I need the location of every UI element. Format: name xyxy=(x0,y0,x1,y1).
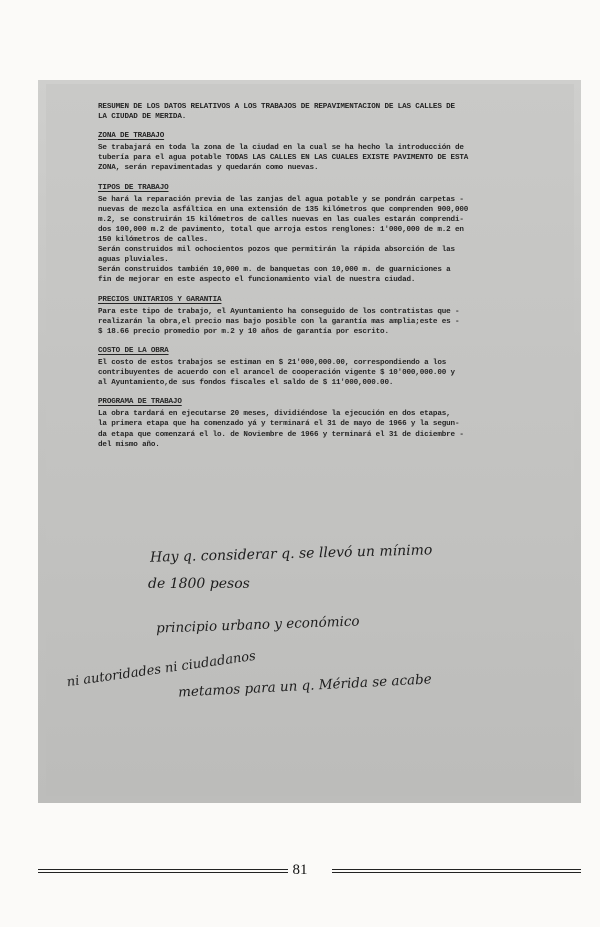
text-line: nuevas de mezcla asfáltica en una extensión de 135 kilómetros que comprenden 900,000 xyxy=(98,205,469,214)
section-zona xyxy=(98,122,550,173)
text-line: dos 100,000 m.2 de pavimento, total que arroja estos renglones: 1'000,000 de m.2 en xyxy=(98,225,464,234)
handwritten-note: de 1800 pesos xyxy=(148,576,250,592)
text-line: El costo de estos trabajos se estiman en $ 21'000,000.00, correspondiendo a los xyxy=(98,358,447,367)
text-line: m.2, se construirán 15 kilómetros de calles nuevas en las cuales estarán comprendi- xyxy=(98,215,464,224)
page-number: 81 xyxy=(292,862,308,878)
text-line: $ 18.66 precio promedio por m.2 y 10 años de garantía por escrito. xyxy=(98,327,389,336)
text-line: Se trabajará en toda la zona de la ciudad en la cual se ha hecho la introducción de xyxy=(98,144,464,153)
text-line: ZONA, serán repavimentadas y quedarán como nuevas. xyxy=(98,164,319,173)
text-line: da etapa que comenzará el lo. de Noviembre de 1966 y terminará el 31 de diciembre - xyxy=(98,430,464,439)
text-line: aguas pluviales. xyxy=(98,256,169,265)
text-line: Serán construidos también 10,000 m. de banquetas con 10,000 m. de guarniciones a xyxy=(98,266,451,275)
text-line: Serán construidos mil ochocientos pozos que permitirán la rápida absorción de las xyxy=(98,246,455,255)
section-costo xyxy=(98,337,550,388)
handwritten-note: principio urbano y económico xyxy=(155,613,360,637)
section-title: TIPOS DE TRABAJO xyxy=(98,183,169,192)
document-title xyxy=(98,102,550,122)
document-photo xyxy=(38,80,581,803)
text-line: la primera etapa que ha comenzado yá y terminará el 31 de mayo de 1966 y la segun- xyxy=(98,420,460,429)
section-title: COSTO DE LA OBRA xyxy=(98,346,169,355)
section-title: PRECIOS UNITARIOS Y GARANTIA xyxy=(98,295,222,304)
text-line: contribuyentes de acuerdo con el arancel de cooperación vigente $ 10'000,000.00 y xyxy=(98,369,455,378)
section-programa xyxy=(98,388,550,449)
typed-page xyxy=(46,84,574,796)
section-precios xyxy=(98,286,550,337)
handwritten-note: Hay q. considerar q. se llevó un mínimo xyxy=(149,542,433,566)
section-title: PROGRAMA DE TRABAJO xyxy=(98,398,182,407)
title-line: LA CIUDAD DE MERIDA. xyxy=(98,113,187,122)
handwritten-note: metamos para un q. Mérida se acabe xyxy=(177,671,433,701)
text-line: al Ayuntamiento,de sus fondos fiscales el saldo de $ 11'000,000.00. xyxy=(98,379,394,388)
text-line: tubería para el agua potable TODAS LAS CALLES EN LAS CUALES EXISTE PAVIMENTO DE ESTA xyxy=(98,154,469,163)
text-line: Se hará la reparación previa de las zanjas del agua potable y se pondrán carpetas - xyxy=(98,195,464,204)
typed-text xyxy=(98,102,550,450)
title-line: RESUMEN DE LOS DATOS RELATIVOS A LOS TRABAJOS DE REPAVIMENTACION DE LAS CALLES DE xyxy=(98,103,455,111)
text-line: 150 kilómetros de calles. xyxy=(98,236,209,245)
text-line: Para este tipo de trabajo, el Ayuntamiento ha conseguido de los contratistas que - xyxy=(98,307,460,316)
section-title: ZONA DE TRABAJO xyxy=(98,132,165,141)
text-line: del mismo año. xyxy=(98,440,160,449)
section-tipos xyxy=(98,174,550,286)
text-line: realizarán la obra,el precio mas bajo posible con la garantía mas amplia;este es - xyxy=(98,317,460,326)
text-line: fin de mejorar en este aspecto el funcionamiento vial de nuestra ciudad. xyxy=(98,276,416,285)
text-line: La obra tardará en ejecutarse 20 meses, dividiéndose la ejecución en dos etapas, xyxy=(98,410,451,419)
handwritten-note: ni autoridades ni ciudadanos xyxy=(65,648,257,691)
